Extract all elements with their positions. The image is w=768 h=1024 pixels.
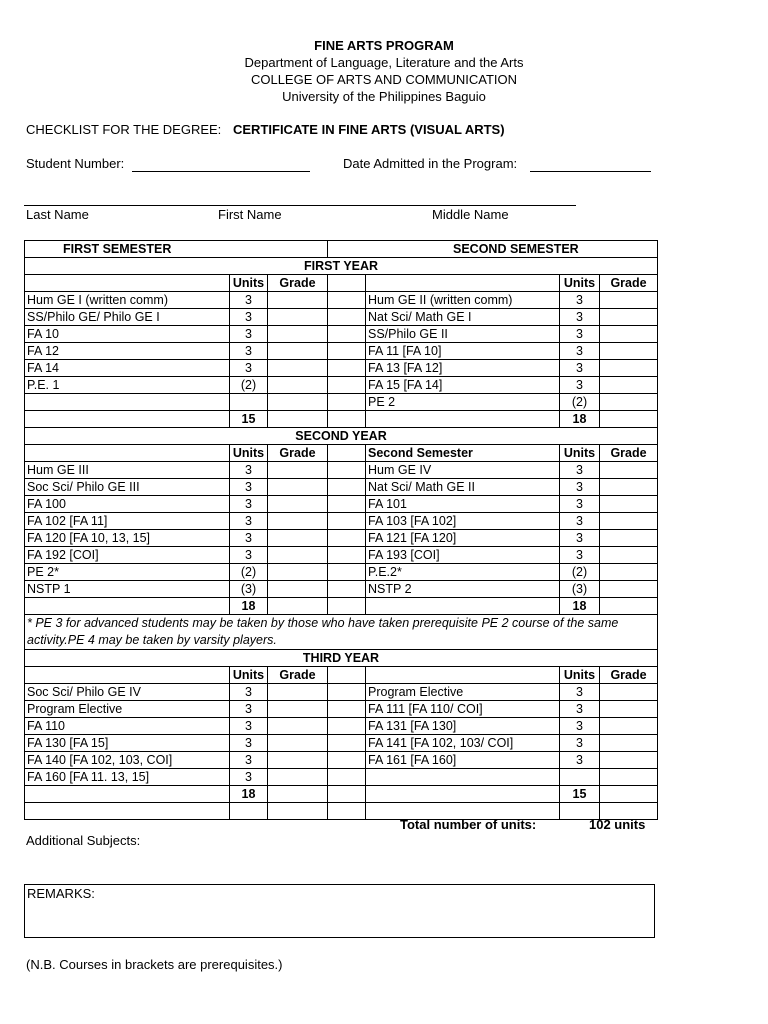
total-units-row <box>25 598 658 615</box>
course-row <box>25 581 658 598</box>
grade-input[interactable] <box>268 752 328 769</box>
course-name: FA 161 [FA 160] <box>366 752 560 769</box>
units-header: Units <box>560 275 600 292</box>
course-units: 3 <box>230 684 268 701</box>
course-name: FA 102 [FA 11] <box>25 513 230 530</box>
checklist-label: CHECKLIST FOR THE DEGREE: <box>26 122 222 137</box>
grade-input[interactable] <box>600 684 658 701</box>
course-name: Soc Sci/ Philo GE IV <box>25 684 230 701</box>
course-units: (3) <box>230 581 268 598</box>
course-units: 3 <box>230 752 268 769</box>
empty-cell <box>25 411 230 428</box>
empty-cell <box>328 803 366 820</box>
semester-total: 15 <box>230 411 268 428</box>
course-units: 3 <box>230 718 268 735</box>
grade-input[interactable] <box>600 581 658 598</box>
course-name: Hum GE II (written comm) <box>366 292 560 309</box>
grade-input[interactable] <box>268 513 328 530</box>
course-name: FA 100 <box>25 496 230 513</box>
semester-header-row <box>25 241 658 258</box>
course-name: Program Elective <box>25 701 230 718</box>
course-units: 3 <box>560 462 600 479</box>
course-row <box>25 684 658 701</box>
course-row <box>25 547 658 564</box>
total-units-row <box>25 411 658 428</box>
column-header-row <box>25 667 658 684</box>
units-header: Units <box>230 445 268 462</box>
course-units: 3 <box>230 326 268 343</box>
grade-input[interactable] <box>268 479 328 496</box>
course-name: FA 140 [FA 102, 103, COI] <box>25 752 230 769</box>
course-units: 3 <box>230 513 268 530</box>
course-units: 3 <box>560 752 600 769</box>
course-units: 3 <box>560 718 600 735</box>
remarks-label: REMARKS: <box>27 886 95 901</box>
degree-name: CERTIFICATE IN FINE ARTS (VISUAL ARTS) <box>233 122 505 137</box>
student-number-field[interactable] <box>132 171 310 172</box>
course-units: 3 <box>560 684 600 701</box>
spacer-cell <box>328 275 366 292</box>
grade-input[interactable] <box>600 752 658 769</box>
year-title-row <box>25 258 658 275</box>
course-units: 3 <box>230 530 268 547</box>
blank-row <box>25 803 658 820</box>
total-units-label: Total number of units: <box>400 817 537 832</box>
empty-cell <box>600 598 658 615</box>
grade-input[interactable] <box>268 769 328 786</box>
empty-cell <box>366 786 560 803</box>
course-units: 3 <box>230 701 268 718</box>
column-header-row <box>25 275 658 292</box>
course-units: 3 <box>560 530 600 547</box>
course-row <box>25 513 658 530</box>
course-units: 3 <box>230 479 268 496</box>
course-row <box>25 292 658 309</box>
course-units: 3 <box>560 513 600 530</box>
empty-cell <box>366 598 560 615</box>
course-name: Hum GE IV <box>366 462 560 479</box>
course-header-cell <box>25 275 230 292</box>
spacer-cell <box>328 547 366 564</box>
grade-input[interactable] <box>600 564 658 581</box>
year-title: THIRD YEAR <box>25 650 658 667</box>
course-name: FA 11 [FA 10] <box>366 343 560 360</box>
course-row <box>25 735 658 752</box>
course-name: FA 14 <box>25 360 230 377</box>
course-name: FA 141 [FA 102, 103/ COI] <box>366 735 560 752</box>
spacer-cell <box>328 377 366 394</box>
course-units: 3 <box>560 292 600 309</box>
grade-input[interactable] <box>268 701 328 718</box>
spacer-cell <box>328 769 366 786</box>
course-units: 3 <box>230 735 268 752</box>
course-units: 3 <box>560 377 600 394</box>
course-units: 3 <box>230 343 268 360</box>
course-units: (2) <box>560 564 600 581</box>
course-units: 3 <box>230 462 268 479</box>
grade-input[interactable] <box>600 394 658 411</box>
course-units: 3 <box>560 343 600 360</box>
units-header: Units <box>560 445 600 462</box>
empty-cell <box>600 411 658 428</box>
course-name: SS/Philo GE II <box>366 326 560 343</box>
spacer-cell <box>328 309 366 326</box>
grade-input[interactable] <box>600 326 658 343</box>
grade-input[interactable] <box>268 343 328 360</box>
spacer-cell <box>328 292 366 309</box>
spacer-cell <box>328 462 366 479</box>
course-units: 3 <box>560 326 600 343</box>
name-field[interactable] <box>24 205 576 206</box>
grade-header: Grade <box>600 275 658 292</box>
course-name: Soc Sci/ Philo GE III <box>25 479 230 496</box>
semester-total: 18 <box>230 786 268 803</box>
year-title-row <box>25 650 658 667</box>
course-units: (3) <box>560 581 600 598</box>
semester-total: 15 <box>560 786 600 803</box>
student-number-label: Student Number: <box>26 156 125 171</box>
grade-input[interactable] <box>600 735 658 752</box>
course-name: FA 103 [FA 102] <box>366 513 560 530</box>
course-units: 3 <box>230 292 268 309</box>
year-title-row <box>25 428 658 445</box>
course-row <box>25 377 658 394</box>
grade-input[interactable] <box>268 581 328 598</box>
semester-total: 18 <box>560 411 600 428</box>
grade-input[interactable] <box>600 530 658 547</box>
curriculum-table <box>24 240 658 820</box>
course-row <box>25 394 658 411</box>
course-name: FA 15 [FA 14] <box>366 377 560 394</box>
course-name: FA 121 [FA 120] <box>366 530 560 547</box>
course-name: FA 160 [FA 11. 13, 15] <box>25 769 230 786</box>
course-row <box>25 309 658 326</box>
year-title: SECOND YEAR <box>25 428 658 445</box>
course-name: FA 10 <box>25 326 230 343</box>
pe-note: * PE 3 for advanced students may be taken by those who have taken prerequisite PE 2 course of the same activity.PE 4 may be taken by varsity players. <box>25 615 658 650</box>
course-header-cell <box>25 445 230 462</box>
grade-input[interactable] <box>268 735 328 752</box>
course-units: 3 <box>560 701 600 718</box>
course-name: FA 101 <box>366 496 560 513</box>
course-name <box>366 769 560 786</box>
course-row <box>25 701 658 718</box>
course-name: FA 12 <box>25 343 230 360</box>
course-units: 3 <box>560 735 600 752</box>
grade-input[interactable] <box>600 513 658 530</box>
course-units: 3 <box>560 309 600 326</box>
empty-cell <box>268 598 328 615</box>
grade-input[interactable] <box>268 394 328 411</box>
course-name: NSTP 2 <box>366 581 560 598</box>
grade-input[interactable] <box>268 718 328 735</box>
course-name: FA 131 [FA 130] <box>366 718 560 735</box>
grade-input[interactable] <box>268 309 328 326</box>
spacer-cell <box>328 684 366 701</box>
spacer-cell <box>328 530 366 547</box>
grade-input[interactable] <box>600 769 658 786</box>
grade-input[interactable] <box>268 326 328 343</box>
course-name: Nat Sci/ Math GE I <box>366 309 560 326</box>
course-row <box>25 343 658 360</box>
spacer-cell <box>328 411 366 428</box>
course-row <box>25 564 658 581</box>
spacer-cell <box>328 701 366 718</box>
course-name: FA 13 [FA 12] <box>366 360 560 377</box>
course-name: P.E.2* <box>366 564 560 581</box>
empty-cell <box>366 411 560 428</box>
course-units: (2) <box>230 377 268 394</box>
total-units-value: 102 units <box>589 817 646 832</box>
course-name <box>25 394 230 411</box>
spacer-cell <box>328 752 366 769</box>
course-units <box>230 394 268 411</box>
grade-input[interactable] <box>600 701 658 718</box>
course-name: Program Elective <box>366 684 560 701</box>
grade-input[interactable] <box>600 309 658 326</box>
spacer-cell <box>328 513 366 530</box>
program-title: FINE ARTS PROGRAM <box>314 38 454 53</box>
course-row <box>25 479 658 496</box>
grade-input[interactable] <box>600 343 658 360</box>
course-name: FA 120 [FA 10, 13, 15] <box>25 530 230 547</box>
spacer-cell <box>328 667 366 684</box>
course-row <box>25 496 658 513</box>
grade-input[interactable] <box>600 479 658 496</box>
grade-input[interactable] <box>600 360 658 377</box>
course-name: P.E. 1 <box>25 377 230 394</box>
grade-input[interactable] <box>268 547 328 564</box>
grade-input[interactable] <box>268 530 328 547</box>
empty-cell <box>268 803 328 820</box>
spacer-cell <box>328 786 366 803</box>
course-row <box>25 718 658 735</box>
remarks-box[interactable] <box>24 884 655 938</box>
course-name: Hum GE I (written comm) <box>25 292 230 309</box>
semester-total: 18 <box>230 598 268 615</box>
semester-total: 18 <box>560 598 600 615</box>
course-name: Nat Sci/ Math GE II <box>366 479 560 496</box>
college-name: COLLEGE OF ARTS AND COMMUNICATION <box>250 72 518 87</box>
course-name: FA 192 [COI] <box>25 547 230 564</box>
course-units: 3 <box>560 496 600 513</box>
additional-subjects-label: Additional Subjects: <box>26 833 141 848</box>
grade-input[interactable] <box>600 496 658 513</box>
first-semester-header: FIRST SEMESTER <box>25 241 328 258</box>
course-row <box>25 360 658 377</box>
grade-header: Grade <box>268 667 328 684</box>
grade-input[interactable] <box>600 547 658 564</box>
course-name: FA 130 [FA 15] <box>25 735 230 752</box>
course-units: (2) <box>230 564 268 581</box>
grade-header: Grade <box>600 667 658 684</box>
grade-header: Grade <box>268 275 328 292</box>
grade-input[interactable] <box>600 377 658 394</box>
grade-input[interactable] <box>268 292 328 309</box>
second-semester-subheader <box>366 275 560 292</box>
column-header-row <box>25 445 658 462</box>
course-units: 3 <box>230 769 268 786</box>
grade-input[interactable] <box>268 462 328 479</box>
course-units: 3 <box>230 496 268 513</box>
grade-input[interactable] <box>268 684 328 701</box>
grade-input[interactable] <box>600 718 658 735</box>
last-name-label: Last Name <box>26 207 89 222</box>
grade-header: Grade <box>268 445 328 462</box>
course-units <box>560 769 600 786</box>
units-header: Units <box>560 667 600 684</box>
empty-cell <box>268 411 328 428</box>
university-name: University of the Philippines Baguio <box>282 89 486 104</box>
units-header: Units <box>230 667 268 684</box>
note-row <box>25 615 658 650</box>
empty-cell <box>25 803 230 820</box>
spacer-cell <box>328 564 366 581</box>
empty-cell <box>25 598 230 615</box>
footnote: (N.B. Courses in brackets are prerequisites.) <box>26 957 283 972</box>
spacer-cell <box>328 394 366 411</box>
empty-cell <box>268 786 328 803</box>
course-units: (2) <box>560 394 600 411</box>
year-title: FIRST YEAR <box>25 258 658 275</box>
first-name-label: First Name <box>218 207 282 222</box>
spacer-cell <box>328 343 366 360</box>
spacer-cell <box>328 581 366 598</box>
units-header: Units <box>230 275 268 292</box>
spacer-cell <box>328 360 366 377</box>
course-units: 3 <box>560 360 600 377</box>
grade-input[interactable] <box>600 462 658 479</box>
course-row <box>25 326 658 343</box>
second-semester-header: SECOND SEMESTER <box>328 241 658 258</box>
total-units-row <box>25 786 658 803</box>
date-admitted-field[interactable] <box>530 171 651 172</box>
course-name: PE 2* <box>25 564 230 581</box>
empty-cell <box>600 786 658 803</box>
course-units: 3 <box>560 547 600 564</box>
spacer-cell <box>328 445 366 462</box>
course-name: PE 2 <box>366 394 560 411</box>
course-name: Hum GE III <box>25 462 230 479</box>
spacer-cell <box>328 598 366 615</box>
grade-input[interactable] <box>268 360 328 377</box>
grade-input[interactable] <box>600 292 658 309</box>
course-name: SS/Philo GE/ Philo GE I <box>25 309 230 326</box>
empty-cell <box>25 786 230 803</box>
course-row <box>25 530 658 547</box>
second-semester-subheader: Second Semester <box>366 445 560 462</box>
spacer-cell <box>328 718 366 735</box>
spacer-cell <box>328 735 366 752</box>
middle-name-label: Middle Name <box>432 207 509 222</box>
course-name: FA 111 [FA 110/ COI] <box>366 701 560 718</box>
department-name: Department of Language, Literature and the Arts <box>244 55 524 70</box>
grade-input[interactable] <box>268 496 328 513</box>
grade-header: Grade <box>600 445 658 462</box>
course-row <box>25 462 658 479</box>
course-row <box>25 769 658 786</box>
date-admitted-label: Date Admitted in the Program: <box>343 156 518 171</box>
grade-input[interactable] <box>268 564 328 581</box>
course-name: NSTP 1 <box>25 581 230 598</box>
course-units: 3 <box>230 360 268 377</box>
course-name: FA 193 [COI] <box>366 547 560 564</box>
course-name: FA 110 <box>25 718 230 735</box>
empty-cell <box>230 803 268 820</box>
course-units: 3 <box>560 479 600 496</box>
grade-input[interactable] <box>268 377 328 394</box>
course-row <box>25 752 658 769</box>
spacer-cell <box>328 326 366 343</box>
spacer-cell <box>328 496 366 513</box>
second-semester-subheader <box>366 667 560 684</box>
course-units: 3 <box>230 309 268 326</box>
course-units: 3 <box>230 547 268 564</box>
course-header-cell <box>25 667 230 684</box>
spacer-cell <box>328 479 366 496</box>
